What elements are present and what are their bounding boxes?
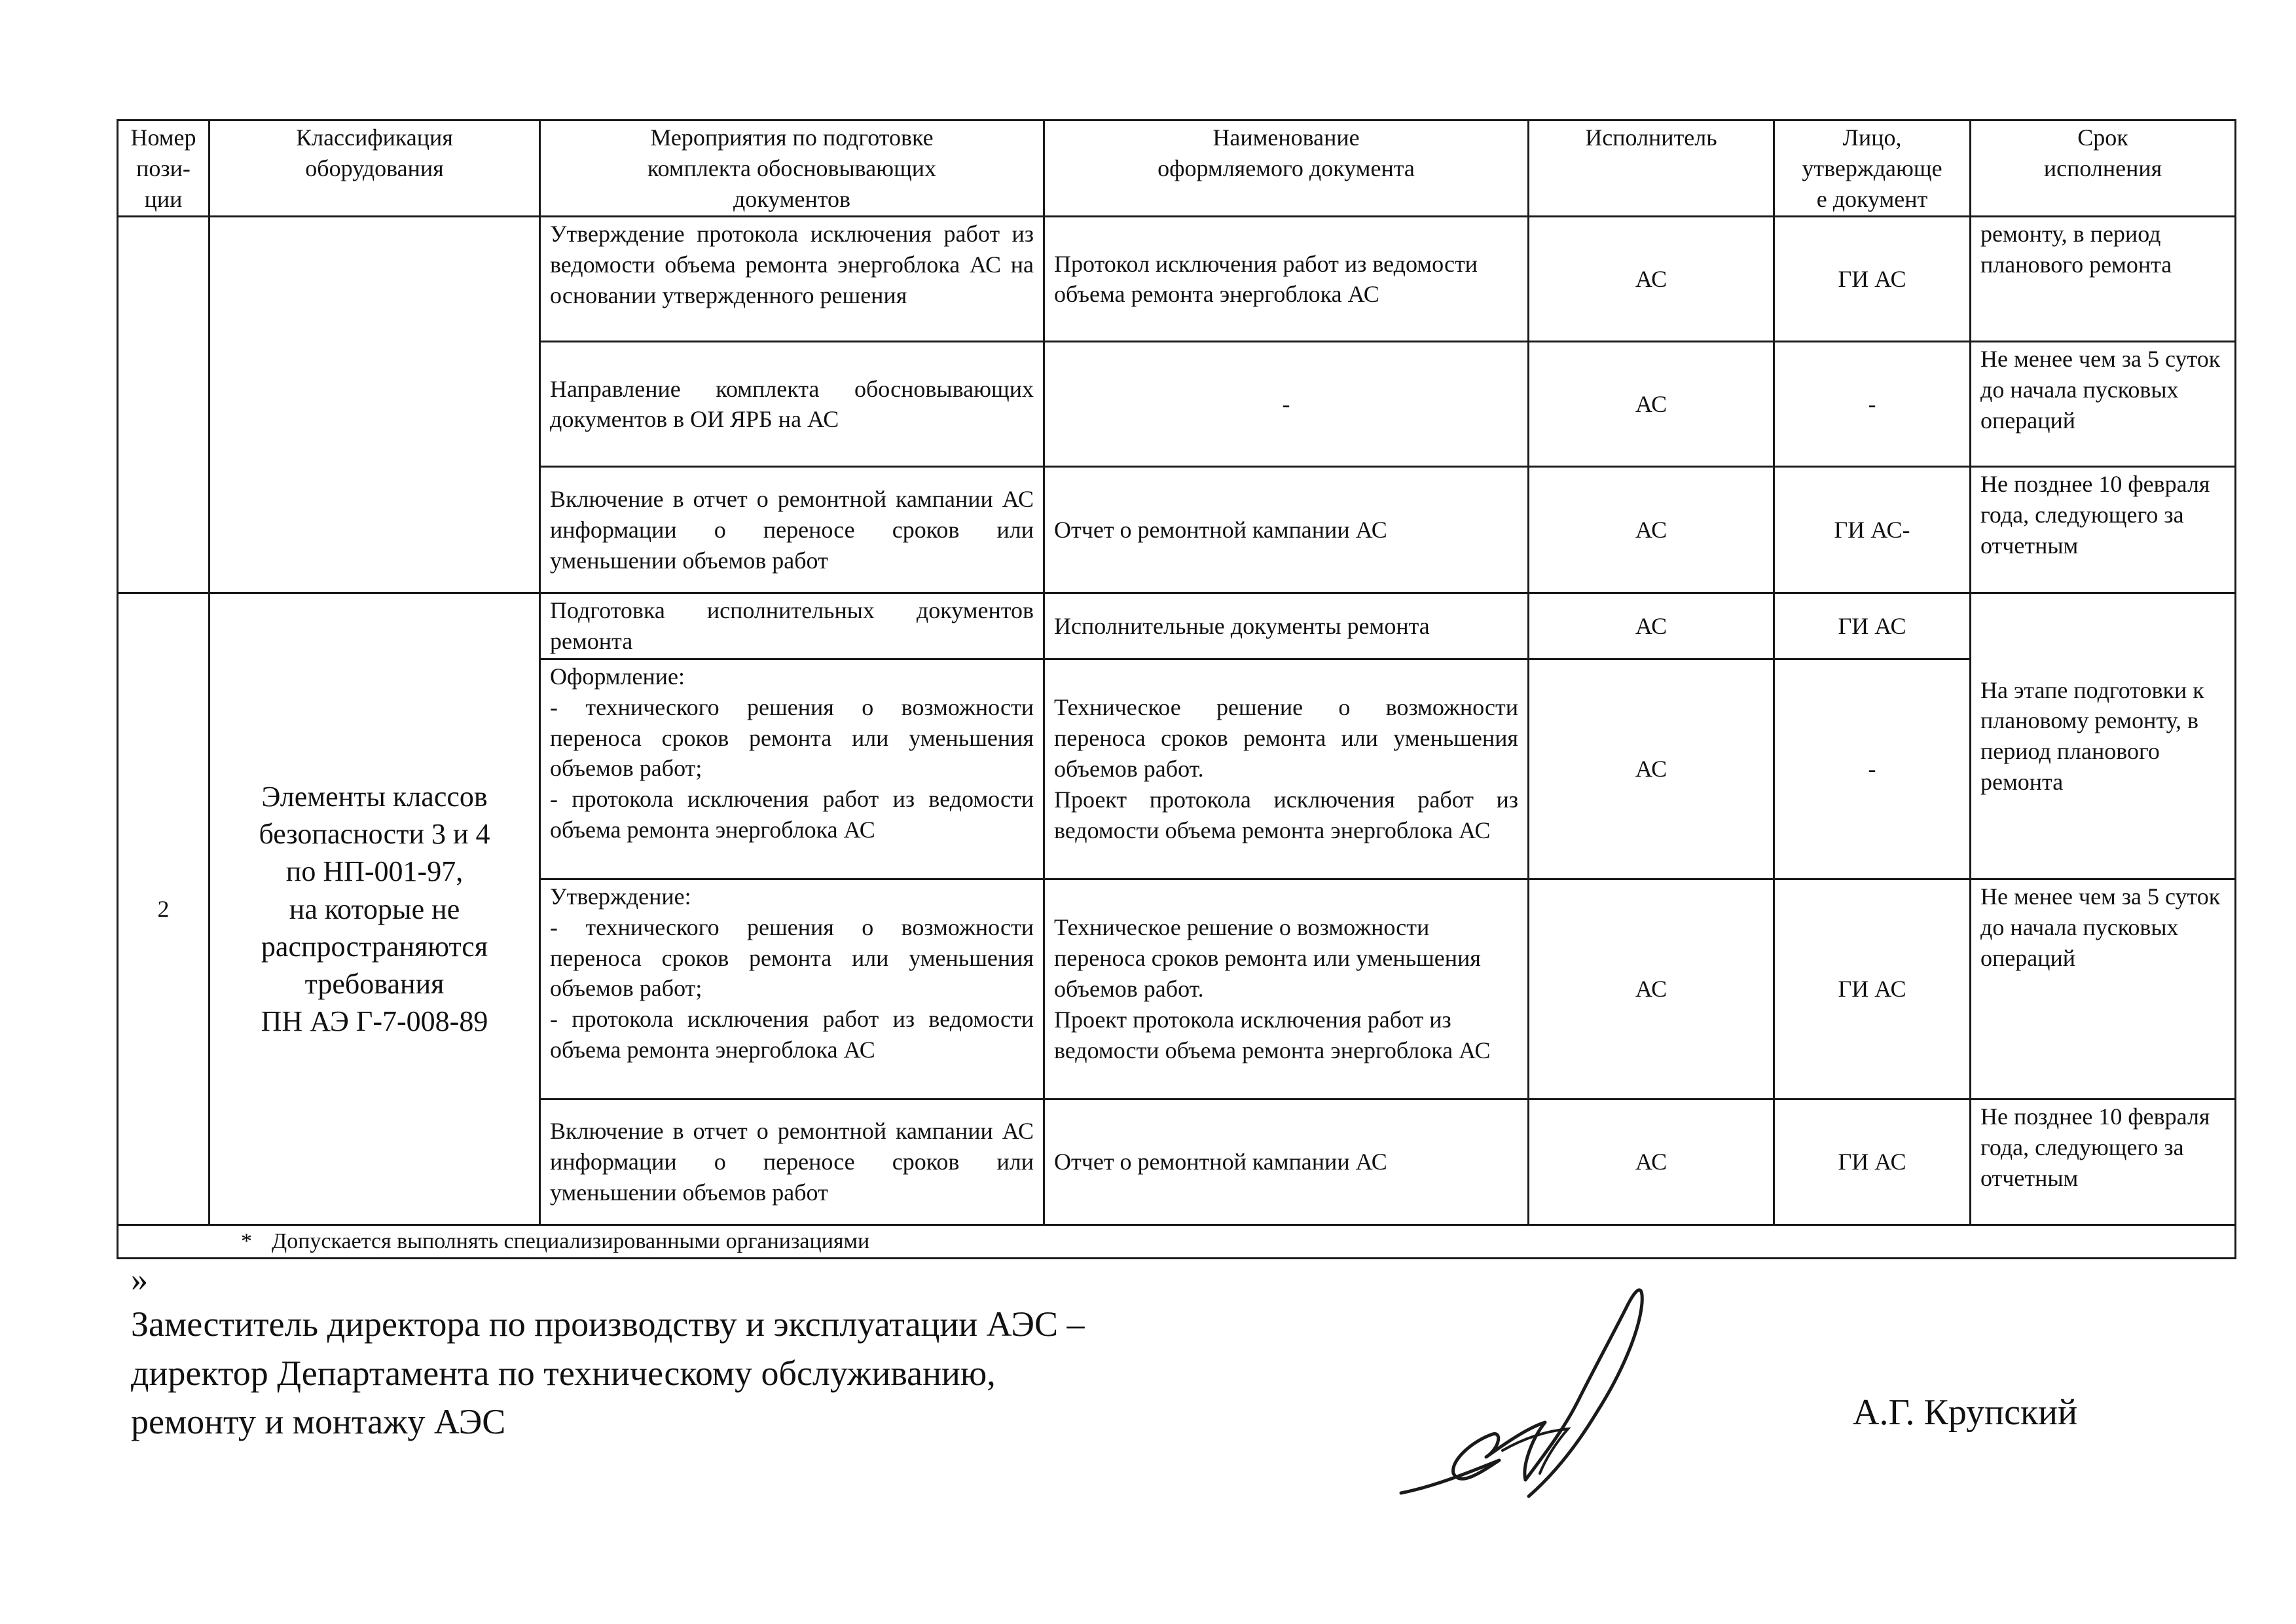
equipment-class-cell: Элементы классов безопасности 3 и 4 по НП-001-97, на которые не распространяются требования ПН АЭ Г-7-008-89 xyxy=(210,593,540,1225)
document-cell: - xyxy=(1044,342,1529,467)
executor-cell: АС xyxy=(1529,1099,1774,1225)
deadline-cell: На этапе подготовки к плановому ремонту, в период планового ремонта xyxy=(1971,593,2236,879)
measure-cell: Утверждение: - технического решения о возможности переноса сроков ремонта или уменьшения объемов работ; - протокола исключения работ из ведомости объема ремонта энергоблока АС xyxy=(540,879,1044,1099)
equipment-class-cell xyxy=(210,217,540,593)
table-row xyxy=(118,593,2236,659)
executor-cell: АС xyxy=(1529,593,1774,659)
measure-cell: Направление комплекта обосновывающих документов в ОИ ЯРБ на АС xyxy=(540,342,1044,467)
executor-cell: АС xyxy=(1529,879,1774,1099)
table-header-row xyxy=(118,120,2236,217)
document-cell: Отчет о ремонтной кампании АС xyxy=(1044,467,1529,593)
measure-cell: Утверждение протокола исключения работ из ведомости объема ремонта энергоблока АС на основании утвержденного решения xyxy=(540,217,1044,342)
deadline-cell: Не менее чем за 5 суток до начала пусковых операций xyxy=(1971,879,2236,1099)
approver-cell: - xyxy=(1774,342,1971,467)
deadline-cell: Не менее чем за 5 суток до начала пусковых операций xyxy=(1971,342,2236,467)
deadline-cell: ремонту, в период планового ремонта xyxy=(1971,217,2236,342)
approver-cell: - xyxy=(1774,659,1971,879)
header-document-name: Наименование оформляемого документа xyxy=(1044,120,1529,217)
signer-title: Заместитель директора по производству и эксплуатации АЭС – директор Департамента по техническому обслуживанию, ремонту и монтажу АЭС xyxy=(131,1304,1085,1442)
header-equipment-class: Классификация оборудования xyxy=(210,120,540,217)
position-number-cell: 2 xyxy=(118,593,210,1225)
document-cell: Техническое решение о возможности переноса сроков ремонта или уменьшения объемов работ. Проект протокола исключения работ из ведомости объема ремонта энергоблока АС xyxy=(1044,659,1529,879)
footnote-mark: * xyxy=(241,1228,252,1253)
header-position-number: Номер пози- ции xyxy=(118,120,210,217)
executor-cell: АС xyxy=(1529,467,1774,593)
document-cell: Протокол исключения работ из ведомости объема ремонта энергоблока АС xyxy=(1044,217,1529,342)
footnote-cell xyxy=(118,1225,2236,1258)
approver-cell: ГИ АС- xyxy=(1774,467,1971,593)
measure-cell: Подготовка исполнительных документов ремонта xyxy=(540,593,1044,659)
deadline-cell: Не позднее 10 февраля года, следующего за отчетным xyxy=(1971,1099,2236,1225)
executor-cell: АС xyxy=(1529,342,1774,467)
document-cell: Отчет о ремонтной кампании АС xyxy=(1044,1099,1529,1225)
executor-cell: АС xyxy=(1529,217,1774,342)
measure-cell: Оформление: - технического решения о возможности переноса сроков ремонта или уменьшения объемов работ; - протокола исключения работ из ведомости объема ремонта энергоблока АС xyxy=(540,659,1044,879)
measures-table xyxy=(117,119,2236,1259)
header-executor: Исполнитель xyxy=(1529,120,1774,217)
document-cell: Исполнительные документы ремонта xyxy=(1044,593,1529,659)
deadline-cell: Не позднее 10 февраля года, следующего за отчетным xyxy=(1971,467,2236,593)
header-approver: Лицо, утверждающе е документ xyxy=(1774,120,1971,217)
table-row xyxy=(118,217,2236,342)
header-deadline: Срок исполнения xyxy=(1971,120,2236,217)
approver-cell: ГИ АС xyxy=(1774,593,1971,659)
approver-cell: ГИ АС xyxy=(1774,1099,1971,1225)
closing-quote: » xyxy=(131,1261,148,1299)
approver-cell: ГИ АС xyxy=(1774,217,1971,342)
executor-cell: АС xyxy=(1529,659,1774,879)
footnote-row xyxy=(118,1225,2236,1258)
measure-cell: Включение в отчет о ремонтной кампании АС информации о переносе сроков или уменьшении объемов работ xyxy=(540,467,1044,593)
handwritten-signature xyxy=(1388,1277,1676,1526)
signer-name: А.Г. Крупский xyxy=(1853,1392,2078,1433)
position-number-cell xyxy=(118,217,210,593)
measure-cell: Включение в отчет о ремонтной кампании АС информации о переносе сроков или уменьшении объемов работ xyxy=(540,1099,1044,1225)
header-measures: Мероприятия по подготовке комплекта обосновывающих документов xyxy=(540,120,1044,217)
approver-cell: ГИ АС xyxy=(1774,879,1971,1099)
footnote-text: Допускается выполнять специализированными организациями xyxy=(272,1228,870,1253)
document-cell: Техническое решение о возможности переноса сроков ремонта или уменьшения объемов работ. Проект протокола исключения работ из ведомости объема ремонта энергоблока АС xyxy=(1044,879,1529,1099)
